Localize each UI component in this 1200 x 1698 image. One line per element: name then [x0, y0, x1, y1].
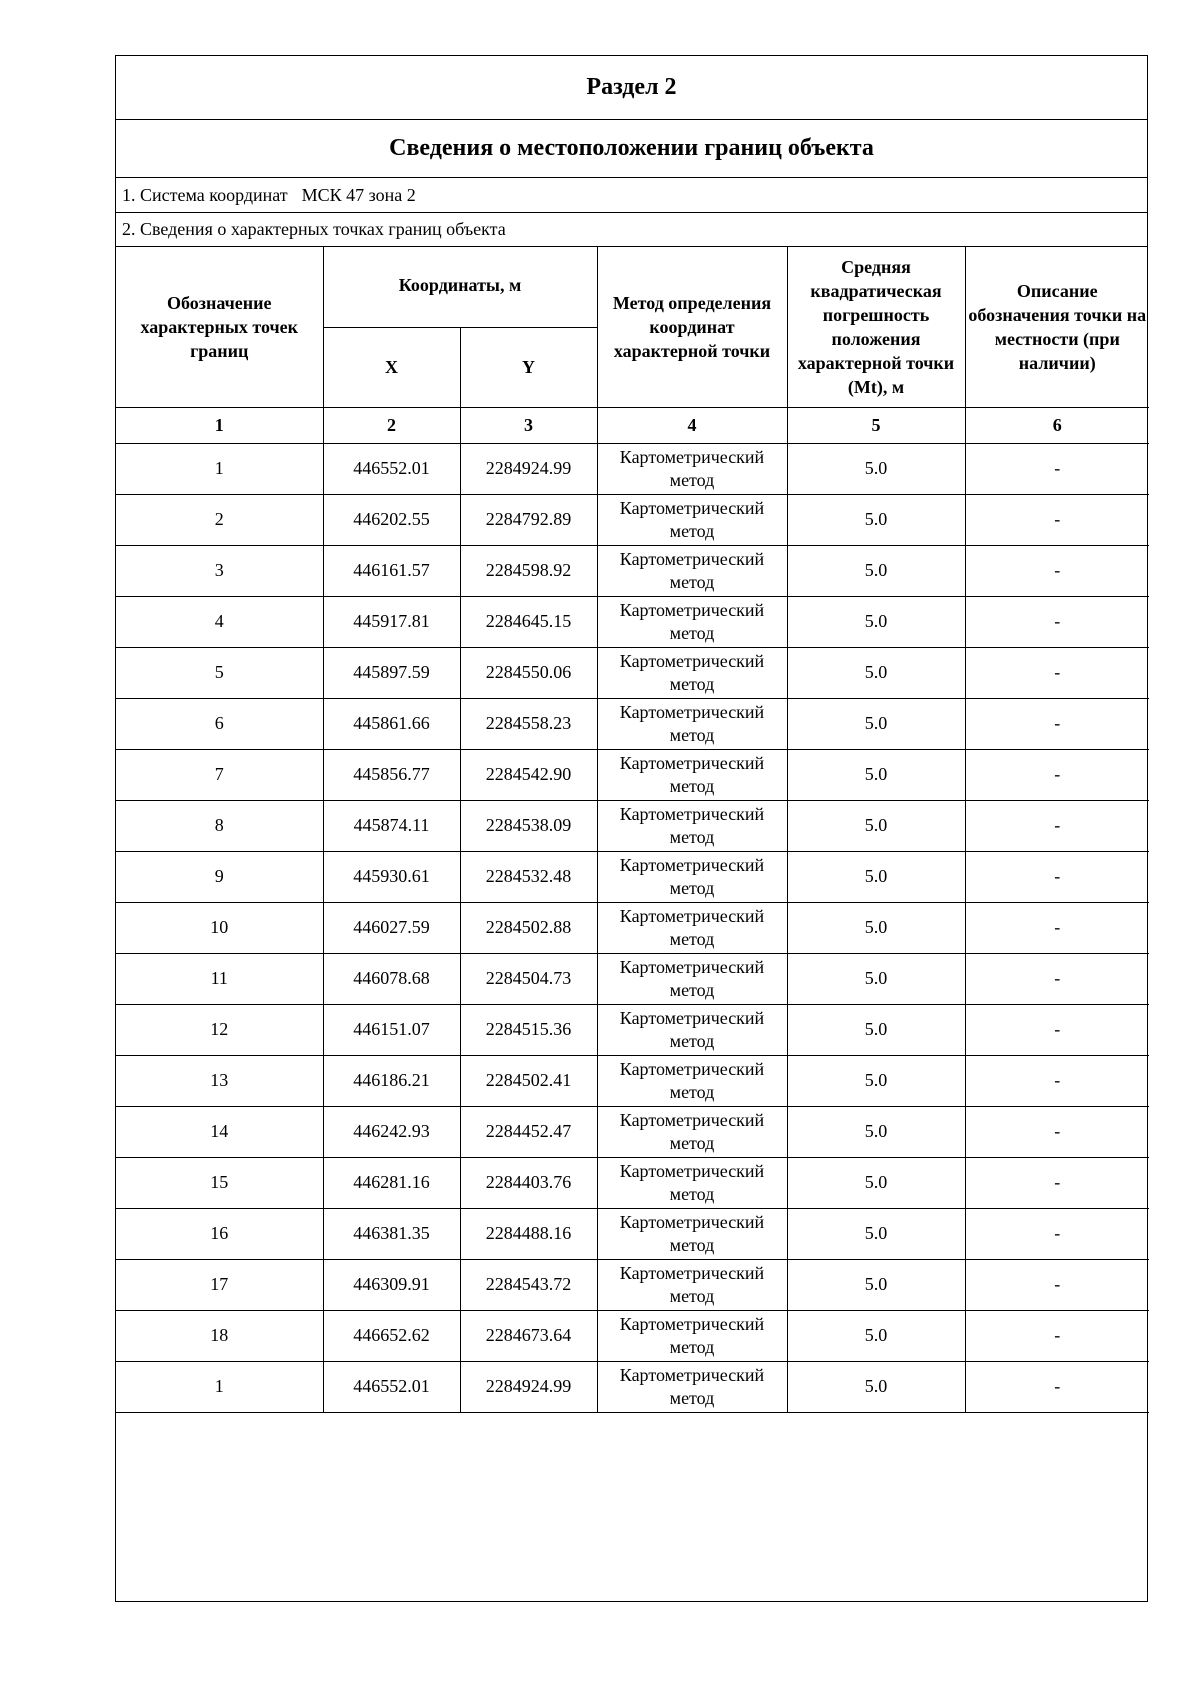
- method-cell: Картометрический метод: [597, 1004, 787, 1055]
- table-row: [116, 1259, 1149, 1310]
- x-cell: 445861.66: [323, 698, 460, 749]
- x-cell: 446161.57: [323, 545, 460, 596]
- x-cell: 446078.68: [323, 953, 460, 1004]
- error-cell: 5.0: [787, 698, 965, 749]
- error-cell: 5.0: [787, 596, 965, 647]
- x-cell: 445930.61: [323, 851, 460, 902]
- x-cell: 446027.59: [323, 902, 460, 953]
- error-cell: 5.0: [787, 1055, 965, 1106]
- x-cell: 446552.01: [323, 1361, 460, 1412]
- point-cell: 10: [116, 902, 323, 953]
- point-cell: 8: [116, 800, 323, 851]
- method-cell: Картометрический метод: [597, 1310, 787, 1361]
- table-row: [116, 545, 1149, 596]
- table-row: [116, 800, 1149, 851]
- point-cell: 4: [116, 596, 323, 647]
- header-method: Метод определения координат характерной точки: [597, 247, 787, 407]
- x-cell: 445897.59: [323, 647, 460, 698]
- x-cell: 446381.35: [323, 1208, 460, 1259]
- point-cell: 12: [116, 1004, 323, 1055]
- method-cell: Картометрический метод: [597, 1259, 787, 1310]
- method-cell: Картометрический метод: [597, 902, 787, 953]
- x-cell: 446202.55: [323, 494, 460, 545]
- method-cell: Картометрический метод: [597, 953, 787, 1004]
- method-cell: Картометрический метод: [597, 443, 787, 494]
- column-number: 2: [323, 407, 460, 443]
- header-coordinates: Координаты, м: [323, 247, 597, 327]
- y-cell: 2284452.47: [460, 1106, 597, 1157]
- x-cell: 446281.16: [323, 1157, 460, 1208]
- column-number: 4: [597, 407, 787, 443]
- point-cell: 1: [116, 443, 323, 494]
- description-cell: -: [965, 1157, 1149, 1208]
- x-cell: 445917.81: [323, 596, 460, 647]
- method-cell: Картометрический метод: [597, 749, 787, 800]
- table-row: [116, 1055, 1149, 1106]
- description-cell: -: [965, 647, 1149, 698]
- table-row: [116, 596, 1149, 647]
- column-number: 1: [116, 407, 323, 443]
- section-subtitle: Сведения о местоположении границ объекта: [116, 120, 1147, 178]
- error-cell: 5.0: [787, 902, 965, 953]
- method-cell: Картометрический метод: [597, 851, 787, 902]
- points-table-body: [116, 443, 1149, 1412]
- x-cell: 446552.01: [323, 443, 460, 494]
- method-cell: Картометрический метод: [597, 800, 787, 851]
- error-cell: 5.0: [787, 1106, 965, 1157]
- description-cell: -: [965, 800, 1149, 851]
- y-cell: 2284542.90: [460, 749, 597, 800]
- points-table: [116, 247, 1149, 1413]
- header-x: X: [323, 327, 460, 407]
- x-cell: 446186.21: [323, 1055, 460, 1106]
- point-cell: 7: [116, 749, 323, 800]
- error-cell: 5.0: [787, 800, 965, 851]
- method-cell: Картометрический метод: [597, 545, 787, 596]
- description-cell: -: [965, 596, 1149, 647]
- y-cell: 2284502.41: [460, 1055, 597, 1106]
- table-row: [116, 1208, 1149, 1259]
- y-cell: 2284558.23: [460, 698, 597, 749]
- point-cell: 5: [116, 647, 323, 698]
- table-row: [116, 494, 1149, 545]
- description-cell: -: [965, 1208, 1149, 1259]
- y-cell: 2284924.99: [460, 1361, 597, 1412]
- method-cell: Картометрический метод: [597, 1055, 787, 1106]
- coordinate-system-label: 1. Система координат: [122, 184, 288, 205]
- point-cell: 11: [116, 953, 323, 1004]
- error-cell: 5.0: [787, 494, 965, 545]
- x-cell: 446151.07: [323, 1004, 460, 1055]
- method-cell: Картометрический метод: [597, 1157, 787, 1208]
- y-cell: 2284543.72: [460, 1259, 597, 1310]
- table-row: [116, 1310, 1149, 1361]
- point-cell: 14: [116, 1106, 323, 1157]
- y-cell: 2284538.09: [460, 800, 597, 851]
- method-cell: Картометрический метод: [597, 494, 787, 545]
- error-cell: 5.0: [787, 443, 965, 494]
- description-cell: -: [965, 902, 1149, 953]
- description-cell: -: [965, 1361, 1149, 1412]
- error-cell: 5.0: [787, 1310, 965, 1361]
- y-cell: 2284550.06: [460, 647, 597, 698]
- y-cell: 2284673.64: [460, 1310, 597, 1361]
- error-cell: 5.0: [787, 749, 965, 800]
- description-cell: -: [965, 545, 1149, 596]
- y-cell: 2284598.92: [460, 545, 597, 596]
- point-cell: 3: [116, 545, 323, 596]
- point-cell: 17: [116, 1259, 323, 1310]
- error-cell: 5.0: [787, 647, 965, 698]
- description-cell: -: [965, 1055, 1149, 1106]
- column-number: 5: [787, 407, 965, 443]
- y-cell: 2284502.88: [460, 902, 597, 953]
- x-cell: 445856.77: [323, 749, 460, 800]
- table-row: [116, 443, 1149, 494]
- method-cell: Картометрический метод: [597, 1208, 787, 1259]
- x-cell: 446652.62: [323, 1310, 460, 1361]
- description-cell: -: [965, 1259, 1149, 1310]
- method-cell: Картометрический метод: [597, 698, 787, 749]
- method-cell: Картометрический метод: [597, 596, 787, 647]
- document-frame: [115, 55, 1148, 1602]
- table-row: [116, 1004, 1149, 1055]
- description-cell: -: [965, 1004, 1149, 1055]
- coordinate-system-row: [116, 178, 1147, 213]
- description-cell: -: [965, 749, 1149, 800]
- method-cell: Картометрический метод: [597, 1361, 787, 1412]
- column-number: 6: [965, 407, 1149, 443]
- table-row: [116, 851, 1149, 902]
- coordinate-system-value: МСК 47 зона 2: [301, 184, 416, 205]
- point-cell: 13: [116, 1055, 323, 1106]
- error-cell: 5.0: [787, 545, 965, 596]
- error-cell: 5.0: [787, 953, 965, 1004]
- description-cell: -: [965, 494, 1149, 545]
- error-cell: 5.0: [787, 1361, 965, 1412]
- error-cell: 5.0: [787, 1208, 965, 1259]
- y-cell: 2284403.76: [460, 1157, 597, 1208]
- y-cell: 2284792.89: [460, 494, 597, 545]
- table-row: [116, 953, 1149, 1004]
- y-cell: 2284504.73: [460, 953, 597, 1004]
- point-cell: 1: [116, 1361, 323, 1412]
- y-cell: 2284488.16: [460, 1208, 597, 1259]
- header-description: Описание обозначения точки на местности (при наличии): [965, 247, 1149, 407]
- point-cell: 16: [116, 1208, 323, 1259]
- x-cell: 446309.91: [323, 1259, 460, 1310]
- column-number: 3: [460, 407, 597, 443]
- y-cell: 2284515.36: [460, 1004, 597, 1055]
- header-y: Y: [460, 327, 597, 407]
- table-row: [116, 1157, 1149, 1208]
- x-cell: 446242.93: [323, 1106, 460, 1157]
- description-cell: -: [965, 1310, 1149, 1361]
- y-cell: 2284924.99: [460, 443, 597, 494]
- header-error: Средняя квадратическая погрешность положения характерной точки (Mt), м: [787, 247, 965, 407]
- description-cell: -: [965, 443, 1149, 494]
- point-cell: 2: [116, 494, 323, 545]
- table-row: [116, 1361, 1149, 1412]
- method-cell: Картометрический метод: [597, 647, 787, 698]
- table-row: [116, 698, 1149, 749]
- error-cell: 5.0: [787, 1004, 965, 1055]
- header-designation: Обозначение характерных точек границ: [116, 247, 323, 407]
- point-cell: 6: [116, 698, 323, 749]
- point-cell: 15: [116, 1157, 323, 1208]
- table-row: [116, 749, 1149, 800]
- point-cell: 18: [116, 1310, 323, 1361]
- table-row: [116, 1106, 1149, 1157]
- error-cell: 5.0: [787, 1259, 965, 1310]
- error-cell: 5.0: [787, 1157, 965, 1208]
- y-cell: 2284532.48: [460, 851, 597, 902]
- x-cell: 445874.11: [323, 800, 460, 851]
- error-cell: 5.0: [787, 851, 965, 902]
- section-title: Раздел 2: [116, 56, 1147, 120]
- table-row: [116, 902, 1149, 953]
- description-cell: -: [965, 698, 1149, 749]
- method-cell: Картометрический метод: [597, 1106, 787, 1157]
- point-cell: 9: [116, 851, 323, 902]
- y-cell: 2284645.15: [460, 596, 597, 647]
- description-cell: -: [965, 953, 1149, 1004]
- points-section-label: 2. Сведения о характерных точках границ объекта: [116, 213, 1147, 247]
- description-cell: -: [965, 1106, 1149, 1157]
- table-row: [116, 647, 1149, 698]
- description-cell: -: [965, 851, 1149, 902]
